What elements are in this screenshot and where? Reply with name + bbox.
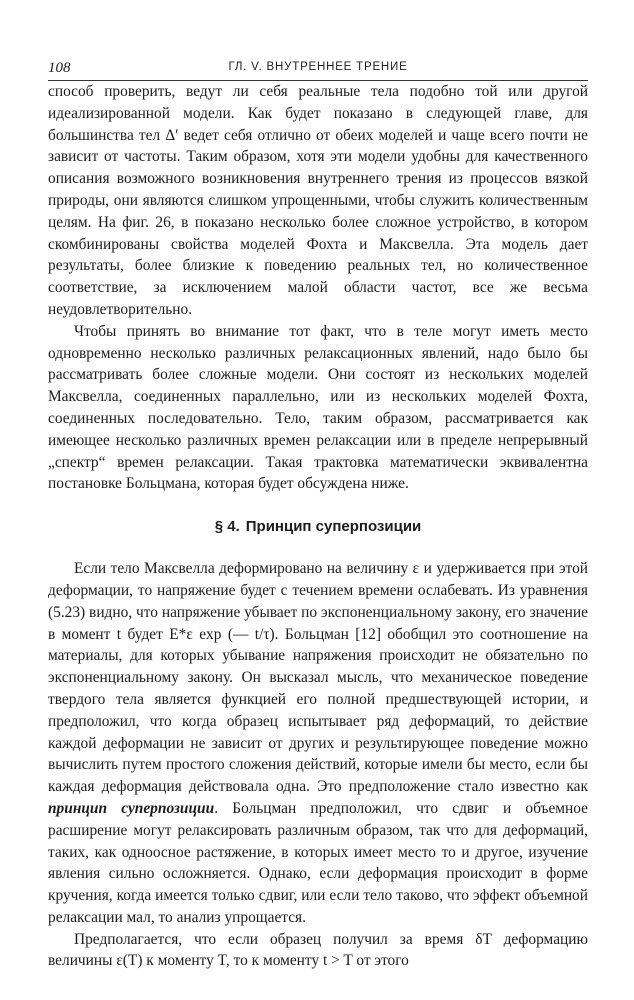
paragraph-boltzmann-text: Если тело Максвелла деформировано на величину ε и удерживается при этой деформации, то напряжение будет с течением времени ослабевать. Из уравнения (5.23) видно, что напряжение убывает по экспоненциальному закону, его значение в момент t будет E*ε exp (— t/τ). Больцман [12] обобщил это соотношение на материалы, для которых убывание напряжения происходит не обязательно по экспоненциальному закону. Он высказал мысль, что механическое поведение твердого тела является функцией его полной предшествующей истории, и предположил, что когда образец испытывает ряд деформаций, то действие каждой деформации не зависит от других и результирующее поведение можно вычислить путем простого сложения действий, которые имели бы место, если бы каждая деформация действовала одна. Это предположение стало известно как (48, 560, 588, 796)
body-text (48, 81, 588, 972)
book-page (48, 56, 588, 972)
paragraph-relaxation-models: Чтобы принять во внимание тот факт, что в теле могут иметь место одновременно несколько различных релаксационных явлений, надо было бы рассматривать более сложные модели. Они состоят из нескольких моделей Максвелла, соединенных параллельно, или из нескольких моделей Фохта, соединенных последовательно. Тело, таким образом, рассматривается как имеющее несколько различных времен релаксации или в пределе непрерывный „спектр“ времен релаксации. Такая трактовка математически эквивалентна постановке Больцмана, которая будет обсуждена ниже. (48, 322, 588, 493)
running-head (48, 56, 588, 81)
paragraph-assumption: Предполагается, что если образец получил за время δT деформацию величины ε(T) к моменту T, то к моменту t > T от этого (48, 930, 588, 970)
superposition-term: принцип суперпозиции (48, 799, 215, 817)
chapter-title: ГЛ. V. ВНУТРЕННЕЕ ТРЕНИЕ (228, 61, 408, 73)
section-heading (48, 517, 588, 537)
page-number: 108 (48, 60, 71, 76)
section-number: § 4. (214, 518, 240, 536)
paragraph-boltzmann (48, 558, 588, 929)
paragraph-boltzmann-end: . Больцман предположил, что сдвиг и объемное расширение могут релаксировать различным образом, так что для деформаций, таких, как одноосное растяжение, в которых имеет место то и другое, изучение явления сильно осложняется. Однако, если деформация происходит в форме кручения, когда имеется только сдвиг, или если тело таково, что эффект объемной релаксации мал, то анализ упрощается. (48, 799, 588, 926)
section-title: Принцип суперпозиции (245, 518, 422, 536)
paragraph-continuation: способ проверить, ведут ли себя реальные тела подобно той или другой идеализированной модели. Как будет показано в следующей главе, для большинства тел Δ′ ведет себя отлично от обеих моделей и чаще всего почти не зависит от частоты. Таким образом, хотя эти модели удобны для качественного описания возможного возникновения внутреннего трения из процессов вязкой природы, они являются слишком упрощенными, чтобы служить количественным целям. На фиг. 26, в показано несколько более сложное устройство, в котором скомбинированы свойства моделей Фохта и Максвелла. Эта модель дает результаты, более близкие к поведению реальных тел, но количественное соответствие, за исключением малой области частот, все же весьма неудовлетворительно. (48, 83, 588, 318)
